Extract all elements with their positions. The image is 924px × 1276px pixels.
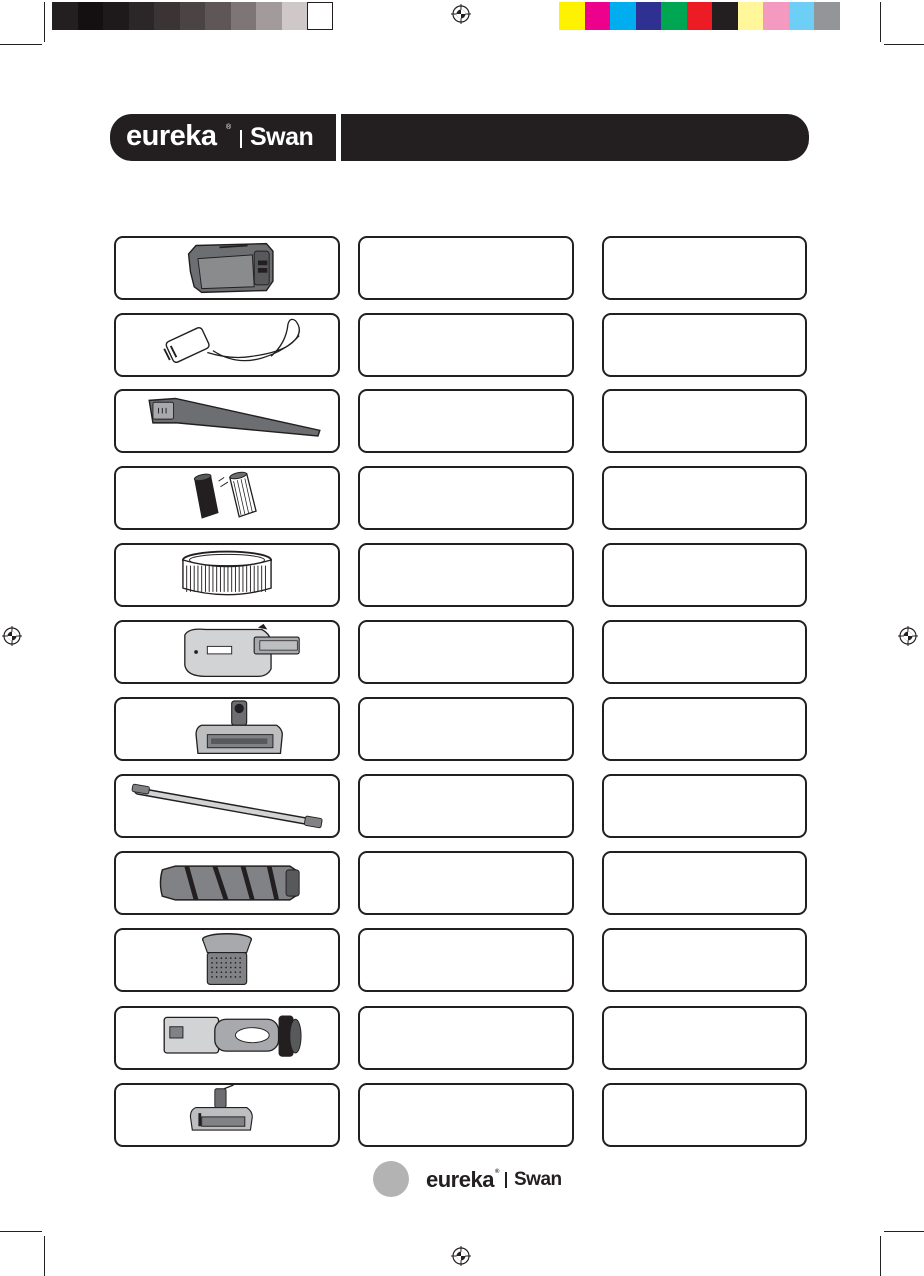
registration-mark-icon <box>451 1246 471 1266</box>
part-image-box <box>114 697 340 761</box>
part-image-box <box>114 466 340 530</box>
part-image-box <box>114 620 340 684</box>
brand-swan-logo: Swan <box>250 123 314 151</box>
footer-brand-eureka-logo: eureka <box>426 1167 494 1192</box>
color-swatch <box>789 2 815 30</box>
part-number-box <box>602 620 807 684</box>
footer-registered-mark: ® <box>495 1169 500 1175</box>
footer-brand-swan-logo: Swan <box>514 1169 562 1190</box>
battery-pack-icon <box>116 238 338 298</box>
small-floor-nozzle-icon <box>116 1085 338 1145</box>
color-swatch <box>763 2 789 30</box>
charger-adapter-icon <box>116 315 338 375</box>
part-image-box <box>114 774 340 838</box>
color-swatch <box>231 2 257 30</box>
part-number-box <box>602 236 807 300</box>
part-image-box <box>114 1006 340 1070</box>
part-number-box <box>602 466 807 530</box>
crop-mark-bottom-left-h <box>0 1231 42 1232</box>
round-hepa-filter-icon <box>116 545 338 605</box>
motorized-floor-head-cover-icon <box>116 622 338 682</box>
crop-mark-bottom-left-v <box>44 1236 45 1276</box>
crop-mark-bottom-right-h <box>884 1231 924 1232</box>
color-swatch <box>307 2 333 30</box>
crevice-tool-icon <box>116 391 338 451</box>
part-description-box <box>358 1006 574 1070</box>
color-swatch <box>661 2 687 30</box>
part-description-box <box>358 466 574 530</box>
crop-mark-top-left-h <box>0 44 42 45</box>
part-number-box <box>602 928 807 992</box>
floor-nozzle-icon <box>116 699 338 759</box>
part-number-box <box>602 774 807 838</box>
filter-sponge-set-icon <box>116 468 338 528</box>
part-image-box <box>114 1083 340 1147</box>
header-logo-box <box>110 114 336 161</box>
color-swatch <box>180 2 206 30</box>
part-number-box <box>602 1083 807 1147</box>
handheld-adapter-icon <box>116 1008 338 1068</box>
color-swatch <box>103 2 129 30</box>
part-description-box <box>358 313 574 377</box>
part-image-box <box>114 313 340 377</box>
page-number-badge <box>373 1161 409 1197</box>
color-swatch <box>687 2 713 30</box>
part-image-box <box>114 236 340 300</box>
part-number-box <box>602 697 807 761</box>
color-swatch <box>585 2 611 30</box>
color-swatch <box>814 2 840 30</box>
part-image-box <box>114 543 340 607</box>
part-image-box <box>114 389 340 453</box>
brand-eureka-logo: eureka <box>126 120 217 152</box>
part-number-box <box>602 389 807 453</box>
color-swatch <box>256 2 282 30</box>
color-swatch <box>610 2 636 30</box>
part-description-box <box>358 620 574 684</box>
footer-brand-separator <box>505 1172 507 1188</box>
registered-mark: ® <box>226 124 232 131</box>
crop-mark-top-right-v <box>880 2 881 42</box>
color-swatch <box>52 2 78 30</box>
part-description-box <box>358 851 574 915</box>
part-number-box <box>602 543 807 607</box>
registration-mark-icon <box>2 626 22 646</box>
extension-wand-icon <box>116 776 338 836</box>
process-color-bar <box>559 2 840 30</box>
color-swatch <box>636 2 662 30</box>
crop-mark-top-left-v <box>44 2 45 42</box>
grayscale-color-bar <box>52 2 333 30</box>
part-description-box <box>358 543 574 607</box>
crop-mark-bottom-right-v <box>880 1236 881 1276</box>
color-swatch <box>78 2 104 30</box>
part-description-box <box>358 389 574 453</box>
part-image-box <box>114 851 340 915</box>
color-swatch <box>559 2 585 30</box>
part-description-box <box>358 1083 574 1147</box>
color-swatch <box>712 2 738 30</box>
part-image-box <box>114 928 340 992</box>
part-description-box <box>358 928 574 992</box>
crop-mark-top-right-h <box>884 44 924 45</box>
registration-mark-icon <box>898 626 918 646</box>
part-number-box <box>602 1006 807 1070</box>
color-swatch <box>205 2 231 30</box>
cyclone-filter-cup-icon <box>116 930 338 990</box>
color-swatch <box>129 2 155 30</box>
part-description-box <box>358 774 574 838</box>
brush-roll-icon <box>116 853 338 913</box>
color-swatch <box>282 2 308 30</box>
part-number-box <box>602 851 807 915</box>
registration-mark-icon <box>451 4 471 24</box>
color-swatch <box>738 2 764 30</box>
part-number-box <box>602 313 807 377</box>
part-description-box <box>358 697 574 761</box>
part-description-box <box>358 236 574 300</box>
header-title-band <box>341 114 809 161</box>
color-swatch <box>154 2 180 30</box>
brand-separator <box>240 130 242 148</box>
